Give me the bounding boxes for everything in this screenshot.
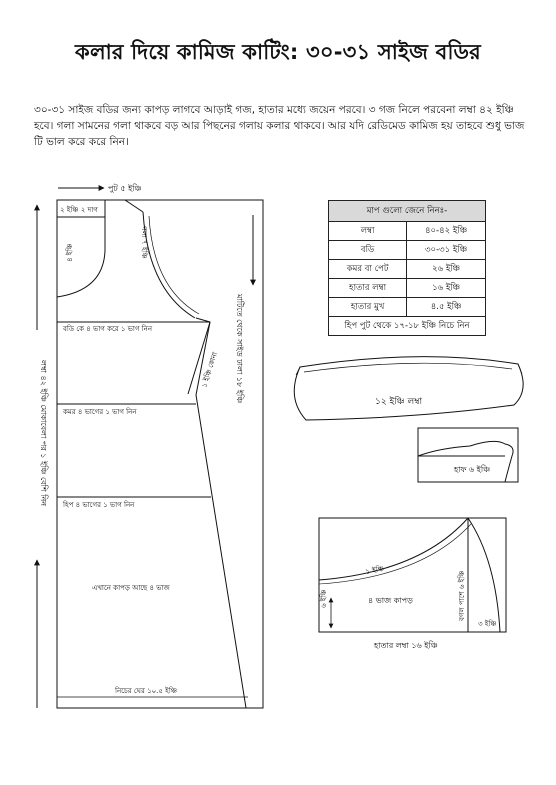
collar-inner [304, 363, 512, 372]
measurement-table [328, 200, 486, 336]
sleeve-curve-label: ১ ইঞ্চি [364, 564, 385, 576]
shoulder-dart-label: ২ ইঞ্চি ২ দাগ [60, 206, 98, 214]
collar-pattern [294, 357, 523, 420]
back-neck-label: গলা ৭ ইঞ্চি [140, 226, 148, 259]
sleeve-cuff-label: ৩ ইঞ্চি [478, 620, 497, 628]
sleeve-length-label: হাতার লম্বা ১৬ ইঞ্চি [374, 641, 438, 650]
page-title: কলার দিয়ে কামিজ কাটিং: ৩০-৩১ সাইজ বডির [75, 40, 481, 64]
hip-line-label: হিপ ৪ ভাগের ১ ভাগ নিন [63, 501, 135, 509]
sleeve-side-label: বগল পাশে ৬ ইঞ্চি [458, 570, 466, 621]
row-label: বডি [329, 241, 407, 260]
shoulder-line [125, 200, 143, 212]
body-outline [57, 200, 263, 708]
front-neck-curve [57, 217, 105, 297]
row-value: ৩০-৩১ ইঞ্চি [407, 241, 486, 260]
neck-depth-label: ৪ ইঞ্চি [66, 243, 74, 262]
row-label: লম্বা [329, 222, 407, 241]
collar-stand-curve [418, 441, 513, 482]
armhole-curve-inner [149, 216, 199, 314]
armhole-curve [143, 212, 195, 318]
table-row [329, 260, 486, 279]
sleeve-underarm-curve [468, 518, 500, 632]
armhole-label: মাটিতে থেকে সাইড ঢালা ১৮ ইঞ্চি [235, 294, 244, 404]
row-label: হাতার লম্বা [329, 279, 407, 298]
collar-stand-label: হাফ ৬ ইঞ্চি [454, 465, 491, 474]
shoulder-label: পুট ৫ ইঞ্চি [108, 184, 142, 193]
waist-line-label: কমর ৪ ভাগের ১ ভাগ নিন [63, 408, 137, 416]
body-line-label: বডি কে ৪ ভাগ করে ১ ভাগ নিন [63, 325, 153, 333]
sleeve-height-label: ৬ ইঞ্চি [320, 589, 328, 608]
table-row [329, 298, 486, 317]
side-angle-label: ১ ইঞ্চি কোনা [200, 351, 220, 389]
sleeve-fold-label: ৪ ভাজ কাপড় [368, 596, 413, 605]
sleeve-pattern [319, 518, 506, 632]
row-value: ১৬ ইঞ্চি [407, 279, 486, 298]
row-label: কমর বা পেট [329, 260, 407, 279]
collar-ends [296, 364, 522, 375]
table-row [329, 222, 486, 241]
table-header: মাপ গুলো জেনে নিনঃ- [329, 201, 486, 222]
row-value: ২৬ ইঞ্চি [407, 260, 486, 279]
hem-label: নিচের ঘের ১০.৫ ইঞ্চি [115, 687, 177, 695]
row-value: ৪.৫ ইঞ্চি [407, 298, 486, 317]
body-pattern [57, 200, 263, 708]
table-row [329, 279, 486, 298]
table-row [329, 241, 486, 260]
length-label: লম্বা ৪২ ইঞ্চি মোকাবেলা পর ১ ইঞ্চি বেশি নিন [39, 360, 48, 507]
table-footer: হিপ পুট থেকে ১৭-১৮ ইঞ্চি নিচে নিন [329, 317, 486, 336]
row-label: হাতার মুখ [329, 298, 407, 317]
sleeve-cap-curve-inner [319, 524, 471, 584]
row-value: ৪০-৪২ ইঞ্চি [407, 222, 486, 241]
intro-paragraph: ৩০-৩১ সাইজ বডির জন্য কাপড় লাগবে আড়াই গজ, হাতার মধ্যে জয়েন পরবে। ৩ গজ নিলে পরবেনা লম্বা ৪২ ইঞ্চি হবে। গলা সামনের গলা থাকবে বড় আর পিছনের গলায় কলার থাকবে। আর যদি রেডিমেড কামিজ হয় তাহবে শুধু ভাজ টি ভাল করে করে নিন। [34, 104, 525, 148]
collar-length-label: ১২ ইঞ্চি লম্বা [375, 397, 423, 407]
fold-label: এখানে কাপড় আছে ৪ ভাজ [92, 584, 170, 592]
